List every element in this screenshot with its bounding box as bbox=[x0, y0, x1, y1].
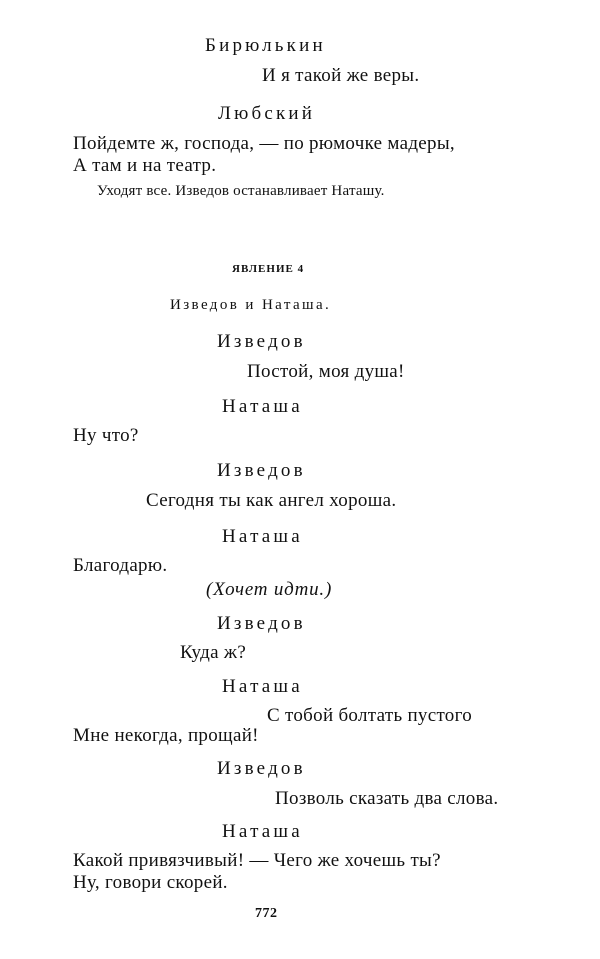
speaker-name: Изведов bbox=[217, 613, 306, 634]
dialogue-line: И я такой же веры. bbox=[262, 65, 420, 86]
stage-direction: (Хочет идти.) bbox=[206, 579, 333, 600]
dialogue-line: Ну что? bbox=[73, 425, 139, 446]
speaker-name: Бирюлькин bbox=[205, 35, 326, 56]
dialogue-line: Постой, моя душа! bbox=[247, 361, 405, 382]
dialogue-line: Ну, говори скорей. bbox=[73, 872, 228, 893]
dialogue-line: С тобой болтать пустого bbox=[267, 705, 473, 726]
speaker-name: Любский bbox=[218, 103, 316, 124]
speaker-name: Изведов bbox=[217, 460, 306, 481]
scene-header: ЯВЛЕНИЕ 4 bbox=[232, 263, 305, 275]
stage-direction: Изведов и Наташа. bbox=[170, 297, 332, 313]
dialogue-line: А там и на театр. bbox=[73, 155, 217, 176]
dialogue-line: Пойдемте ж, господа, — по рюмочке мадеры, bbox=[73, 133, 455, 154]
dialogue-line: Какой привязчивый! — Чего же хочешь ты? bbox=[73, 850, 441, 871]
stage-direction: Уходят все. Изведов останавливает Наташу. bbox=[97, 183, 385, 199]
speaker-name: Наташа bbox=[222, 821, 303, 842]
page-number: 772 bbox=[255, 906, 278, 921]
dialogue-line: Сегодня ты как ангел хороша. bbox=[146, 490, 397, 511]
speaker-name: Изведов bbox=[217, 331, 306, 352]
speaker-name: Наташа bbox=[222, 676, 303, 697]
speaker-name: Наташа bbox=[222, 526, 303, 547]
speaker-name: Изведов bbox=[217, 758, 306, 779]
speaker-name: Наташа bbox=[222, 396, 303, 417]
dialogue-line: Позволь сказать два слова. bbox=[275, 788, 499, 809]
dialogue-line: Мне некогда, прощай! bbox=[73, 725, 259, 746]
dialogue-line: Благодарю. bbox=[73, 555, 168, 576]
dialogue-line: Куда ж? bbox=[180, 642, 247, 663]
